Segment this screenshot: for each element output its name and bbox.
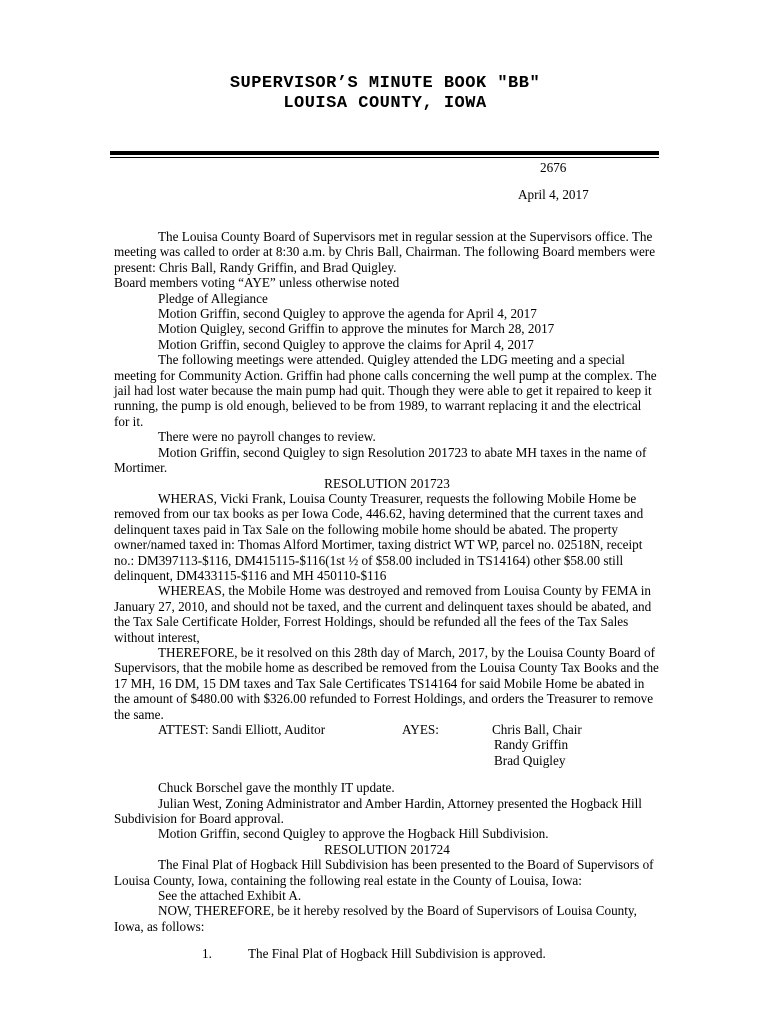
payroll-note: There were no payroll changes to review.: [158, 429, 376, 445]
now-therefore-paragraph: NOW, THEREFORE, be it hereby resolved by the Board of Supervisors of Louisa County, Iowa, as follows:: [114, 903, 637, 934]
motion-agenda: Motion Griffin, second Quigley to approve the agenda for April 4, 2017: [158, 306, 537, 322]
opening-paragraph: The Louisa County Board of Supervisors met in regular session at the Supervisors office. The meeting was called to order at 8:30 a.m. by Chris Ball, Chairman. The following Board members were present: Chris Ball, Randy Griffin, and Brad Quigley.: [114, 229, 656, 275]
pledge: Pledge of Allegiance: [158, 290, 268, 306]
spacer: [114, 934, 660, 946]
page-number: 2676: [540, 160, 567, 175]
attest-label: ATTEST: Sandi Elliott, Auditor: [158, 722, 326, 737]
it-update: Chuck Borschel gave the monthly IT update.: [158, 780, 395, 796]
page-title-line-1: SUPERVISOR’S MINUTE BOOK "BB": [229, 74, 541, 93]
spacer: [114, 768, 660, 780]
numbered-item-1: [114, 946, 660, 961]
header-rule-thick: [110, 151, 659, 155]
aye-voter-1: Chris Ball, Chair: [492, 722, 582, 737]
attest-line: [114, 722, 660, 737]
motion-minutes: Motion Quigley, second Griffin to approve the minutes for March 28, 2017: [158, 321, 555, 337]
meetings-attended: The following meetings were attended. Quigley attended the LDG meeting and a special meeting for Community Action. Griffin had phone calls concerning the well pump at the complex. The jail had lost water because the main pump had quit. Though they were able to get it repaired to keep it running, the pump is old enough, believed to be from 1989, to warrant replacing it and the electrical for it.: [114, 352, 657, 429]
ayes-label: AYES:: [402, 722, 439, 737]
minutes-body: [114, 229, 660, 962]
meeting-date: April 4, 2017: [518, 187, 589, 202]
item-number: 1.: [202, 946, 212, 962]
final-plat-paragraph: The Final Plat of Hogback Hill Subdivision has been presented to the Board of Supervisors of Louisa County, Iowa, containing the following real estate in the County of Louisa, Iowa:: [114, 857, 654, 888]
therefore-paragraph: THEREFORE, be it resolved on this 28th day of March, 2017, by the Louisa County Board of Supervisors, that the mobile home as described be removed from the Louisa County Tax Books and the 17 MH, 16 DM, 15 DM taxes and Tax Sale Certificates TS14164 for said Mobile Home be abated in the amount of $480.00 with $326.00 refunded to Forrest Holdings, and orders the Treasurer to remove the same.: [114, 644, 659, 722]
resolution-201724-heading: RESOLUTION 201724: [324, 841, 450, 857]
aye-voter-3: Brad Quigley: [494, 752, 566, 768]
exhibit-note: See the attached Exhibit A.: [158, 888, 302, 904]
motion-resolution-201723: Motion Griffin, second Quigley to sign Resolution 201723 to abate MH taxes in the name of Mortimer.: [114, 444, 647, 476]
whereas-paragraph-1: WHERAS, Vicki Frank, Louisa County Treasurer, requests the following Mobile Home be removed from our tax books as per Iowa Code, 446.62, having determined that the current taxes and delinquent taxes paid in Tax Sale on the following mobile home should be abated. The property owner/named taxed in: Thomas Alford Mortimer, taxing district WT WP, parcel no. 02518N, receipt no.: DM397113-$116, DM415115-$116(1st ½ of $58.00 included in TS14164) other $58.00 still delinquent, DM433115-$116 and MH 450110-$116: [114, 490, 644, 583]
whereas-paragraph-2: WHEREAS, the Mobile Home was destroyed and removed from Louisa County by FEMA in January 27, 2010, and should not be taxed, and the current and delinquent taxes should be abated, and the Tax Sale Certificate Holder, Forrest Holdings, should be refunded all the fees of the Tax Sales without interest,: [114, 583, 652, 645]
motion-claims: Motion Griffin, second Quigley to approve the claims for April 4, 2017: [158, 336, 534, 352]
subdivision-presentation: Julian West, Zoning Administrator and Amber Hardin, Attorney presented the Hogback Hill Subdivision for Board approval.: [114, 795, 642, 827]
motion-subdivision: Motion Griffin, second Quigley to approve the Hogback Hill Subdivision.: [158, 826, 549, 842]
item-text: The Final Plat of Hogback Hill Subdivision is approved.: [248, 946, 546, 962]
page-title-line-2: LOUISA COUNTY, IOWA: [283, 94, 487, 113]
resolution-201723-heading: RESOLUTION 201723: [324, 475, 450, 491]
voting-note: Board members voting “AYE” unless otherwise noted: [114, 275, 400, 291]
aye-voter-2: Randy Griffin: [494, 737, 569, 753]
header-rule-thin: [110, 157, 659, 158]
